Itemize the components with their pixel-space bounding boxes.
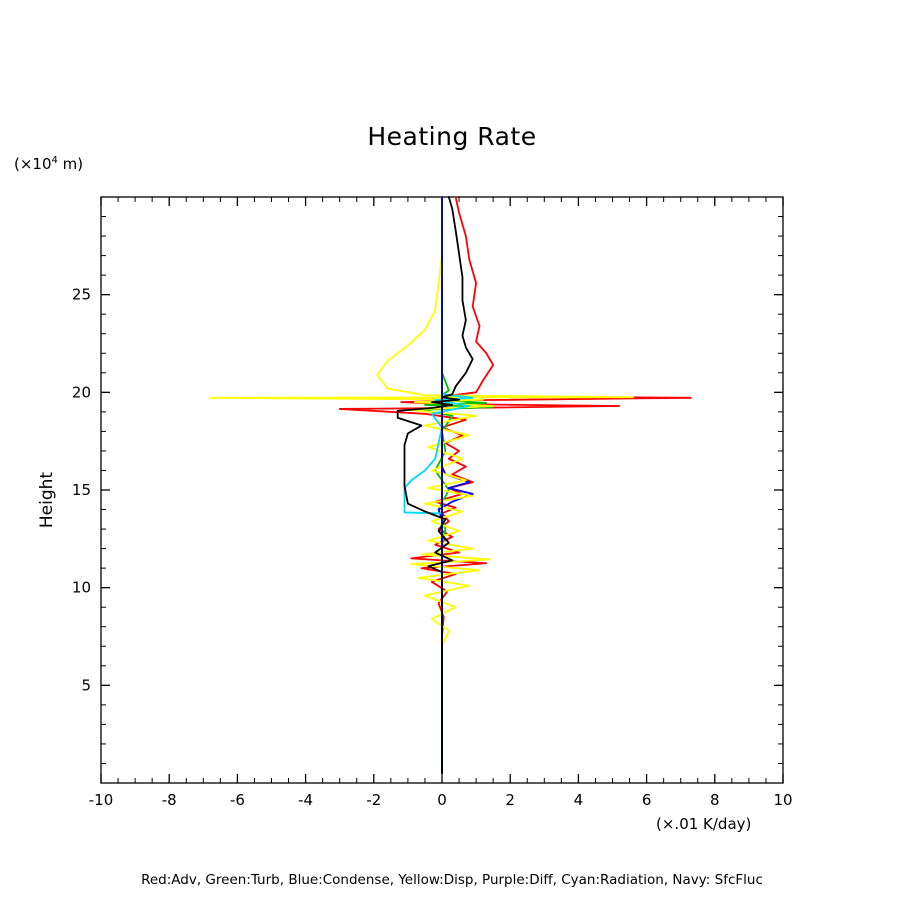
y-tick-label: 20 (71, 383, 91, 402)
y-tick-label: 25 (71, 285, 91, 304)
y-tick-label: 15 (71, 481, 91, 499)
x-tick-label: -8 (161, 791, 177, 809)
y-unit-exponent: 4 (51, 155, 58, 166)
y-unit-suffix: m) (57, 155, 84, 173)
x-tick-label: -10 (88, 791, 114, 809)
x-tick-label: 0 (437, 791, 447, 809)
x-tick-label: 6 (641, 791, 652, 809)
y-tick-label: 10 (71, 578, 91, 597)
x-tick-label: 10 (773, 791, 793, 809)
x-tick-label: 2 (505, 791, 515, 809)
y-tick-label: 5 (81, 676, 91, 695)
x-tick-label: 4 (573, 791, 584, 809)
x-tick-label: -6 (229, 791, 245, 809)
x-tick-label: -4 (298, 791, 314, 809)
page-title: Heating Rate (367, 122, 537, 151)
x-tick-label: 8 (710, 791, 720, 809)
y-unit-prefix: (×10 (14, 155, 52, 173)
x-tick-label: -2 (366, 791, 382, 809)
legend: Red:Adv, Green:Turb, Blue:Condense, Yellow:Disp, Purple:Diff, Cyan:Radiation, Navy: SfcFluc (141, 872, 763, 888)
series-line-adv (340, 197, 691, 773)
data-series-group (210, 197, 691, 773)
series-line-disp (210, 197, 633, 773)
x-axis-unit-label: (×.01 K/day) (656, 815, 752, 833)
y-axis-title: Height (37, 471, 57, 529)
